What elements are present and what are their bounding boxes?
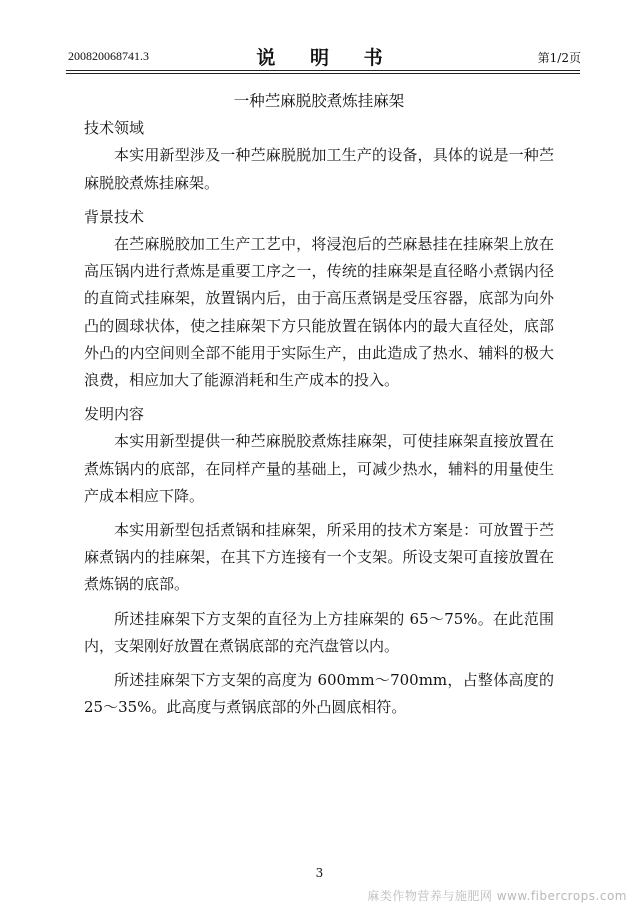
- paragraph: 所述挂麻架下方支架的直径为上方挂麻架的 65～75%。在此范围内，支架刚好放置在煮锅底部的充汽盘管以内。: [84, 609, 554, 655]
- paragraph: 在苎麻脱胶加工生产工艺中，将浸泡后的苎麻悬挂在挂麻架上放在高压锅内进行煮炼是重要工序之一，传统的挂麻架是直径略小煮锅内径的直筒式挂麻架，放置锅内后，由于高压煮锅是受压容器，底部为向外凸的圆球状体，使之挂麻架下方只能放置在锅体内的最大直径处，底部外凸的内空间则全部不能用于实际生产，由此造成了热水、辅料的极大浪费，相应加大了能源消耗和生产成本的投入。: [84, 235, 554, 390]
- paragraph: 所述挂麻架下方支架的高度为 600mm～700mm，占整体高度的 25～35%。此高度与煮锅底部的外凸圆底相符。: [84, 671, 554, 717]
- paragraph: 本实用新型涉及一种苎麻脱脱加工生产的设备，具体的说是一种苎麻脱胶煮炼挂麻架。: [84, 146, 554, 192]
- document-body: [84, 88, 554, 728]
- paragraph: 本实用新型提供一种苎麻脱胶煮炼挂麻架，可使挂麻架直接放置在煮炼锅内的底部，在同样产量的基础上，可减少热水，辅料的用量使生产成本相应下降。: [84, 432, 554, 505]
- section-heading-invention-content: 发明内容: [84, 405, 145, 424]
- document-title: 一种苎麻脱胶煮炼挂麻架: [233, 92, 405, 110]
- header-rule-bottom: [66, 73, 580, 74]
- header-title: 说 明 书: [256, 47, 397, 69]
- section-heading-technical-field: 技术领域: [84, 119, 145, 138]
- header-rule-top: [66, 70, 580, 71]
- paragraph: 本实用新型包括煮锅和挂麻架，所采用的技术方案是：可放置于苎麻煮锅内的挂麻架，在其下方连接有一个支架。所设支架可直接放置在煮炼锅的底部。: [84, 521, 554, 594]
- watermark: 麻类作物营养与施肥网 www.fibercrops.com: [367, 889, 627, 903]
- section-heading-background: 背景技术: [84, 207, 145, 226]
- patent-number: 200820068741.3: [68, 49, 149, 63]
- page-indicator: 第1/2页: [537, 51, 581, 65]
- page-number: 3: [315, 866, 324, 880]
